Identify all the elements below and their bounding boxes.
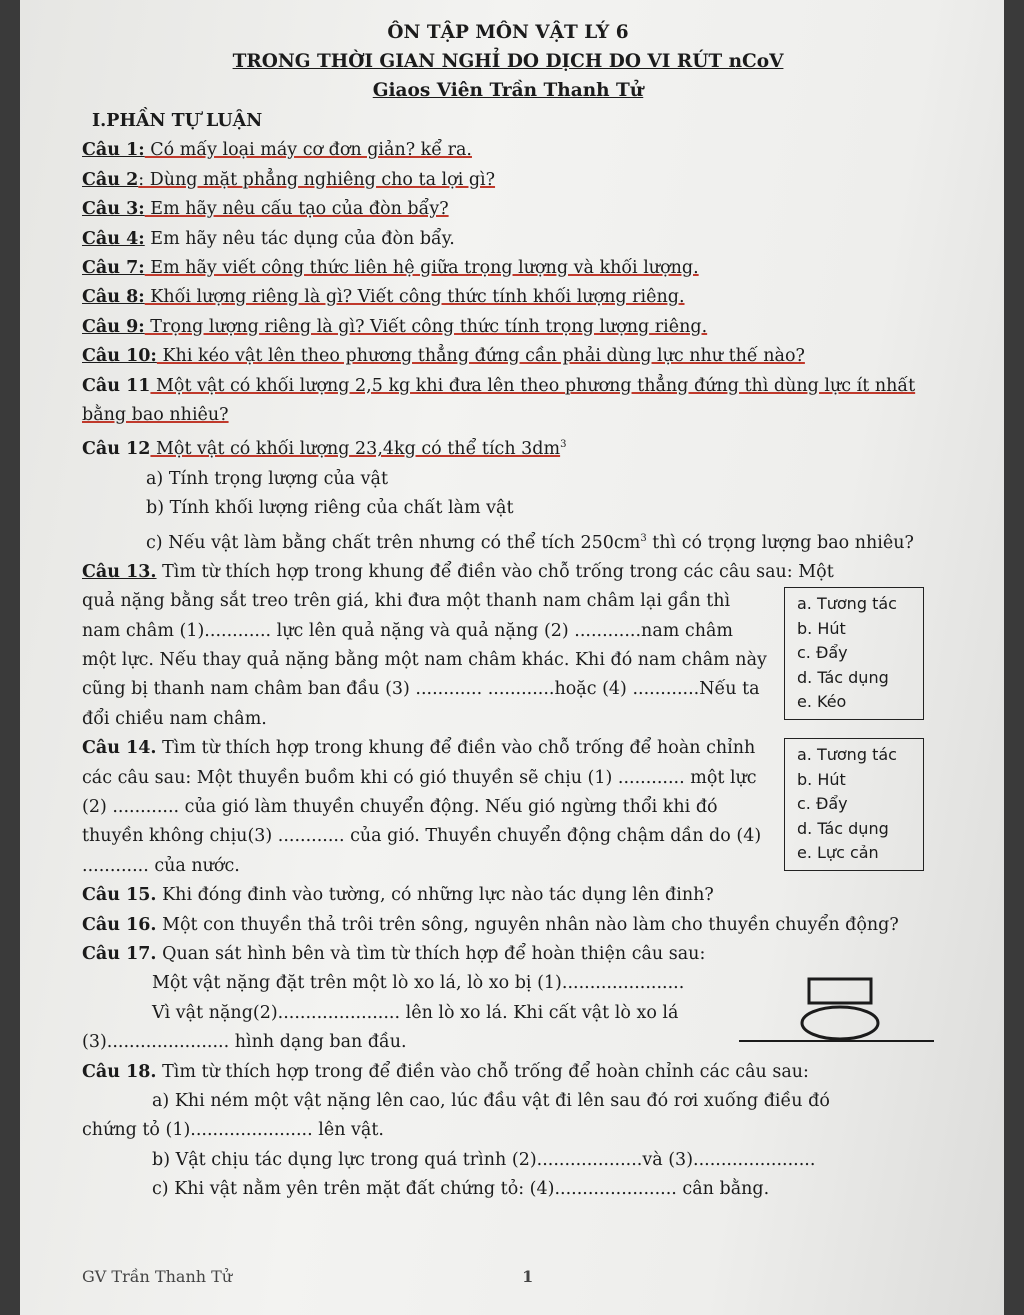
question-4: Câu 4: Em hãy nêu tác dụng của đòn bẩy. bbox=[82, 228, 455, 249]
question-17-line-2: Vì vật nặng(2)...................... lên lò xo lá. Khi cất vật lò xo lá bbox=[152, 1002, 679, 1023]
question-14-block bbox=[82, 734, 934, 881]
question-12-a: a) Tính trọng lượng của vật bbox=[146, 468, 389, 489]
question-17-block bbox=[82, 969, 934, 1057]
question-17-line-1: Một vật nặng đặt trên một lò xo lá, lò xo bị (1)...................... bbox=[152, 973, 685, 994]
question-13-block bbox=[82, 587, 934, 734]
question-15: Câu 15. Khi đóng đinh vào tường, có những lực nào tác dụng lên đinh? bbox=[82, 885, 714, 906]
page-number: 1 bbox=[522, 1267, 534, 1286]
question-18-a: a) Khi ném một vật nặng lên cao, lúc đầu vật đi lên sau đó rơi xuống điều đó bbox=[152, 1091, 830, 1112]
question-10: Câu 10: Khi kéo vật lên theo phương thẳng đứng cần phải dùng lực như thế nào? bbox=[82, 346, 805, 367]
option-item: d. Tác dụng bbox=[797, 818, 889, 838]
title-line-1: ÔN TẬP MÔN VẬT LÝ 6 bbox=[387, 22, 629, 43]
option-item: d. Tác dụng bbox=[797, 667, 889, 687]
option-item: e. Kéo bbox=[797, 692, 847, 712]
option-item: a. Tương tác bbox=[797, 745, 897, 765]
question-16: Câu 16. Một con thuyền thả trôi trên sông, nguyên nhân nào làm cho thuyền chuyển động? bbox=[82, 914, 899, 935]
question-12-b: b) Tính khối lượng riêng của chất làm vật bbox=[146, 498, 514, 519]
question-17-line-3: (3)...................... hình dạng ban đầu. bbox=[82, 1032, 407, 1053]
question-13-word-box bbox=[784, 587, 924, 720]
question-14-word-box bbox=[784, 738, 924, 871]
question-13-body: quả nặng bằng sắt treo trên giá, khi đưa một thanh nam châm lại gần thì nam châm (1)............ lực lên quả nặng và quả nặng (2) ............nam châm một lực. Nếu thay quả nặng bằng một nam châm khác. Khi đó nam châm này cũng bị thanh nam châm ban đầu (3) ............ ............hoặc (4) ............Nếu ta đổi chiều nam châm. bbox=[82, 591, 767, 729]
question-18: Câu 18. Tìm từ thích hợp trong để điền vào chỗ trống để hoàn chỉnh các câu sau: bbox=[82, 1061, 809, 1082]
section-heading: I.PHẦN TỰ LUẬN bbox=[92, 111, 263, 131]
option-item: b. Hút bbox=[797, 769, 846, 789]
question-8: Câu 8: Khối lượng riêng là gì? Viết công thức tính khối lượng riêng. bbox=[82, 287, 685, 308]
option-item: a. Tương tác bbox=[797, 594, 897, 614]
option-item: c. Đẩy bbox=[797, 794, 848, 814]
question-17: Câu 17. Quan sát hình bên và tìm từ thích hợp để hoàn thiện câu sau: bbox=[82, 944, 706, 965]
question-9: Câu 9: Trọng lượng riêng là gì? Viết công thức tính trọng lượng riêng. bbox=[82, 316, 708, 337]
leaf-spring-illustration bbox=[734, 969, 934, 1049]
document-page bbox=[20, 0, 1004, 1315]
question-12: Câu 12 Một vật có khối lượng 23,4kg có thể tích $3dm^3$ bbox=[82, 439, 567, 460]
question-18-a-cont: chứng tỏ (1)...................... lên vật. bbox=[82, 1120, 384, 1141]
question-3: Câu 3: Em hãy nêu cấu tạo của đòn bẩy? bbox=[82, 199, 449, 220]
teacher-name: Giaos Viên Trần Thanh Tử bbox=[372, 80, 644, 101]
question-12-c: c) Nếu vật làm bằng chất trên nhưng có thể tích $250cm^3$ thì có trọng lượng bao nhiêu? bbox=[146, 532, 914, 553]
question-13-intro: Câu 13. Tìm từ thích hợp trong khung để điền vào chỗ trống trong các câu sau: Một bbox=[82, 561, 834, 582]
option-item: c. Đẩy bbox=[797, 643, 848, 663]
title-line-2: TRONG THỜI GIAN NGHỈ DO DỊCH DO VI RÚT nCoV bbox=[232, 51, 784, 72]
question-1: Câu 1: Có mấy loại máy cơ đơn giản? kể ra. bbox=[82, 140, 472, 161]
footer-author: GV Trần Thanh Tử bbox=[82, 1267, 233, 1286]
page-footer bbox=[82, 1262, 934, 1291]
leaf-spring bbox=[802, 1007, 878, 1039]
question-2: Câu 2: Dùng mặt phẳng nghiêng cho ta lợi gì? bbox=[82, 169, 496, 190]
weight-block bbox=[809, 979, 871, 1003]
spring-figure bbox=[734, 969, 934, 1049]
option-item: b. Hút bbox=[797, 618, 846, 638]
question-14-body: Câu 14. Tìm từ thích hợp trong khung để điền vào chỗ trống để hoàn chỉnh các câu sau: Một thuyền buồm khi có gió thuyền sẽ chịu (1) ............ một lực (2) ............ của gió làm thuyền chuyển động. Nếu gió ngừng thổi khi đó thuyền không chịu(3) ............ của gió. Thuyền chuyển động chậm dần do (4) ............ của nước. bbox=[82, 738, 762, 876]
question-18-c: c) Khi vật nằm yên trên mặt đất chứng tỏ: (4)...................... cân bằng. bbox=[152, 1179, 770, 1200]
option-item: e. Lực cản bbox=[797, 843, 879, 863]
question-18-b: b) Vật chịu tác dụng lực trong quá trình (2)...................và (3)...................... bbox=[152, 1149, 816, 1170]
question-7: Câu 7: Em hãy viết công thức liên hệ giữa trọng lượng và khối lượng. bbox=[82, 258, 699, 279]
question-11: Câu 11 Một vật có khối lượng 2,5 kg khi đưa lên theo phương thẳng đứng thì dùng lực ít nhất bằng bao nhiêu? bbox=[82, 375, 916, 426]
